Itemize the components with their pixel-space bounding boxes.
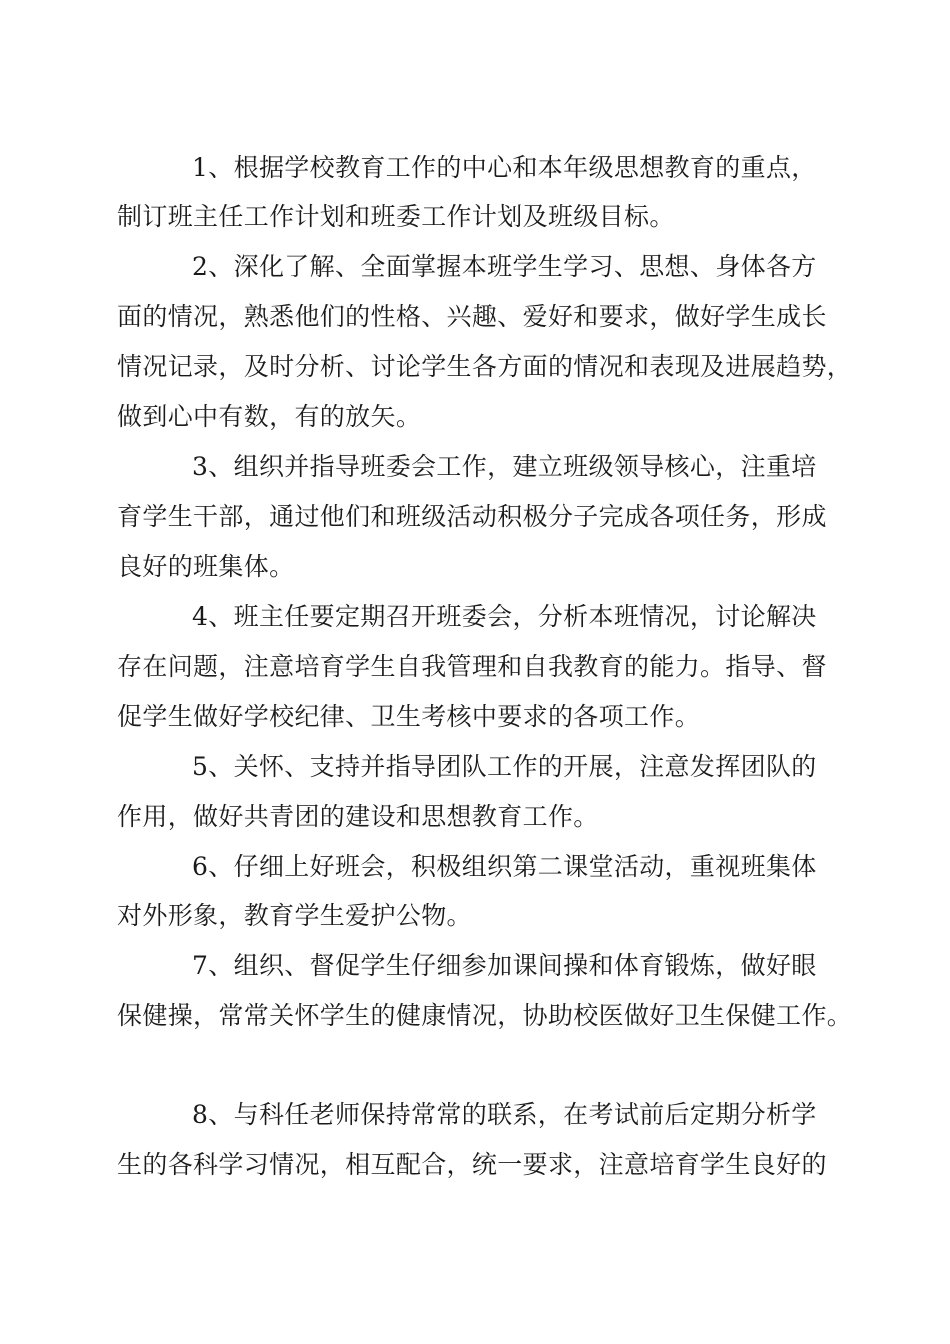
text-line: 制订班主任工作计划和班委工作计划及班级目标。: [117, 202, 675, 231]
text-line: 保健操，常常关怀学生的健康情况，协助校医做好卫生保健工作。: [117, 1001, 853, 1030]
text-line: 6、仔细上好班会，积极组织第二课堂活动，重视班集体: [192, 852, 817, 881]
text-line: 4、班主任要定期召开班委会，分析本班情况，讨论解决: [192, 602, 817, 631]
text-line: 情况记录，及时分析、讨论学生各方面的情况和表现及进展趋势，: [117, 352, 853, 381]
text-line: 作用，做好共青团的建设和思想教育工作。: [117, 802, 599, 831]
text-line: 促学生做好学校纪律、卫生考核中要求的各项工作。: [117, 702, 701, 731]
text-line: 生的各科学习情况，相互配合，统一要求，注意培育学生良好的: [117, 1150, 827, 1179]
text-line: 1、根据学校教育工作的中心和本年级思想教育的重点，: [192, 153, 817, 182]
text-line: 5、关怀、支持并指导团队工作的开展，注意发挥团队的: [192, 752, 817, 781]
text-line: 做到心中有数，有的放矢。: [117, 402, 422, 431]
text-line: 面的情况，熟悉他们的性格、兴趣、爱好和要求，做好学生成长: [117, 302, 827, 331]
text-line: 良好的班集体。: [117, 552, 295, 581]
text-line: 存在问题，注意培育学生自我管理和自我教育的能力。指导、督: [117, 652, 827, 681]
text-line: 8、与科任老师保持常常的联系，在考试前后定期分析学: [192, 1100, 817, 1129]
text-line: 7、组织、督促学生仔细参加课间操和体育锻炼，做好眼: [192, 951, 817, 980]
text-line: 2、深化了解、全面掌握本班学生学习、思想、身体各方: [192, 252, 817, 281]
text-line: 育学生干部，通过他们和班级活动积极分子完成各项任务，形成: [117, 502, 827, 531]
text-line: 对外形象，教育学生爱护公物。: [117, 901, 472, 930]
text-line: 3、组织并指导班委会工作，建立班级领导核心，注重培: [192, 452, 817, 481]
